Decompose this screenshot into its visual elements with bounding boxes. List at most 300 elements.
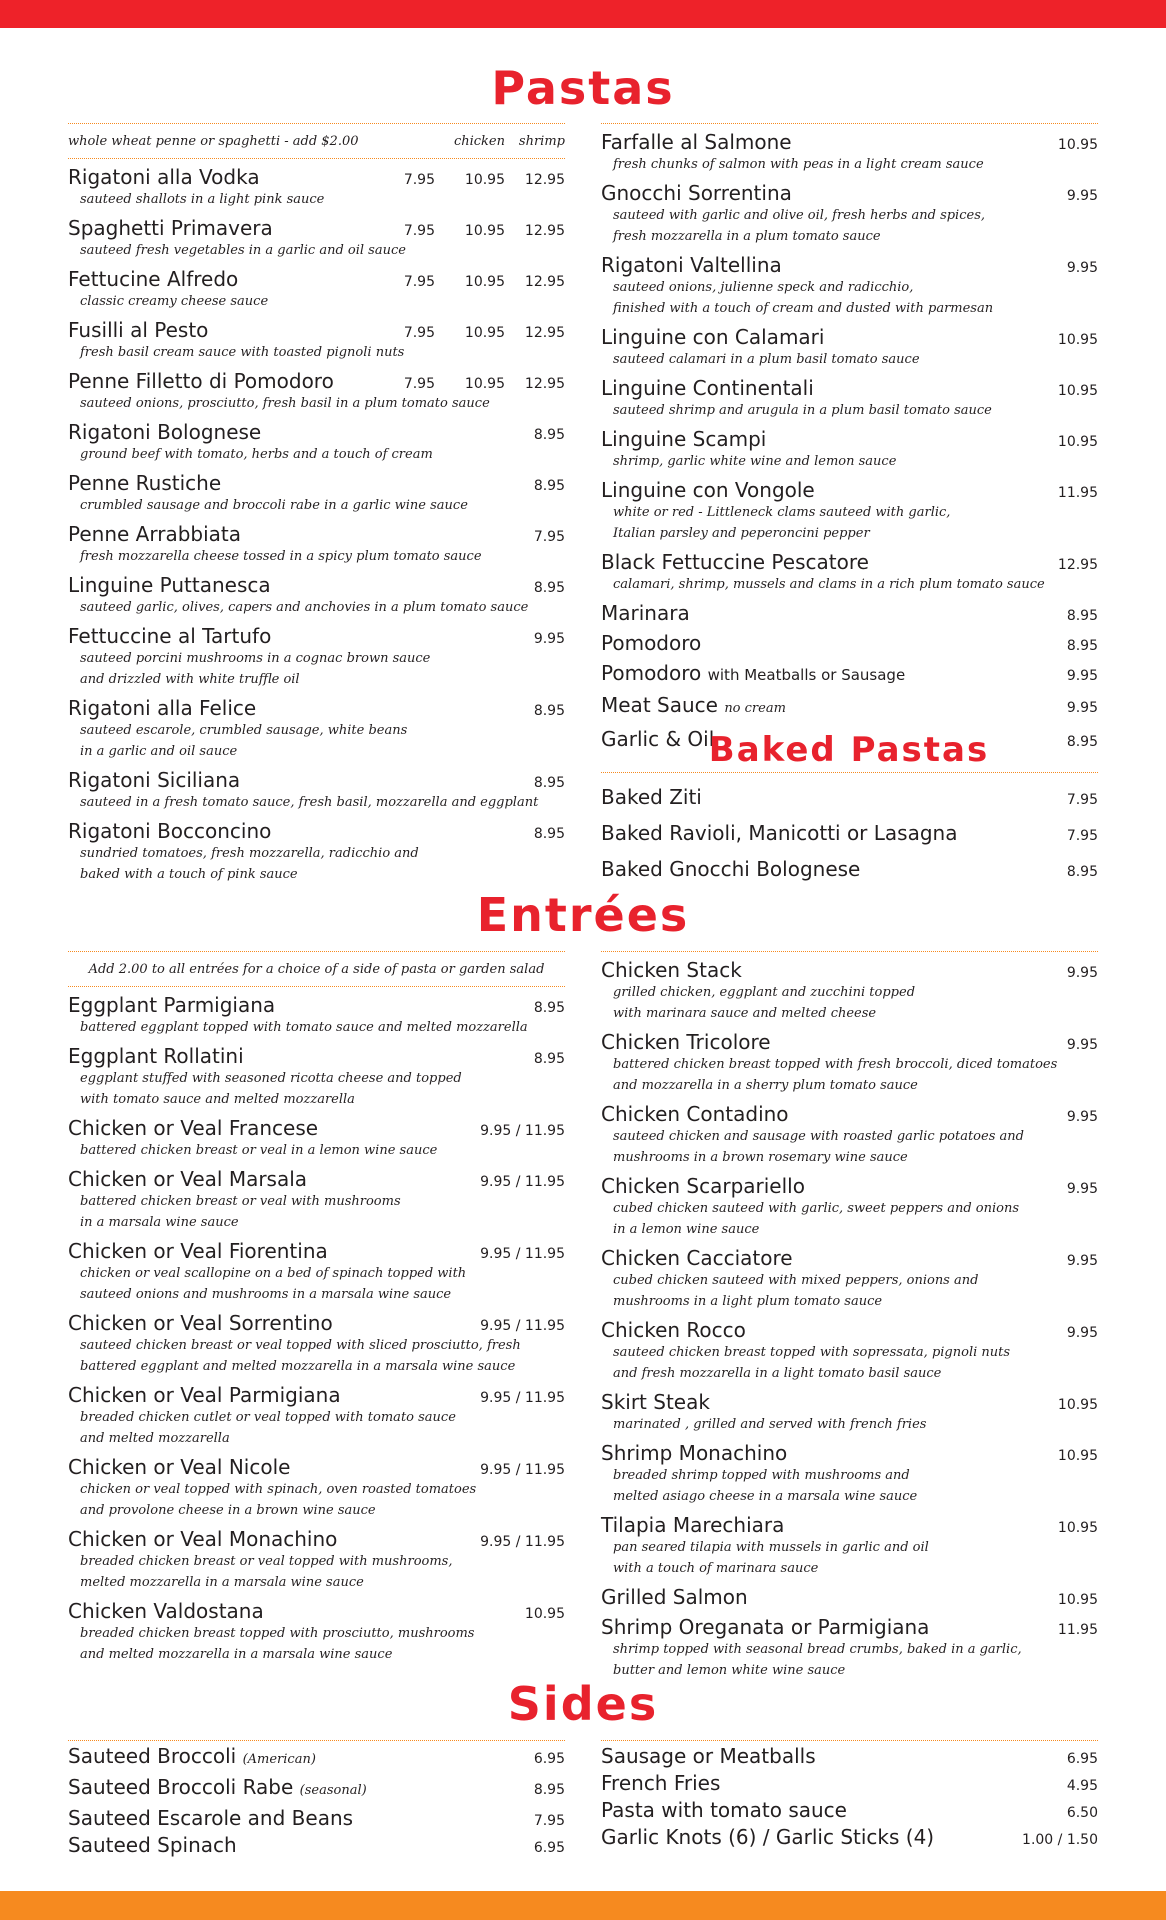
menu-item-name-group	[601, 1585, 1058, 1609]
menu-item-row	[601, 1615, 1098, 1639]
pastas-left-list	[68, 165, 565, 885]
menu-item-row	[68, 573, 565, 597]
chicken-column-label: chicken	[453, 133, 505, 149]
menu-item	[601, 821, 1098, 845]
menu-item-name-group	[68, 1239, 480, 1263]
menu-item-description: sauteed escarole, crumbled sausage, white beans in a garlic and oil sauce	[80, 723, 408, 759]
menu-item-name: Chicken or Veal Francese	[68, 1116, 319, 1140]
menu-item	[68, 573, 565, 618]
menu-item-name: Chicken Tricolore	[601, 1030, 771, 1054]
menu-item-name-group	[68, 471, 534, 495]
menu-item-name-group	[68, 1383, 480, 1407]
menu-item-price: 7.95	[533, 529, 565, 545]
menu-item-name: Chicken or Veal Parmigiana	[68, 1383, 341, 1407]
menu-item	[601, 1246, 1098, 1312]
menu-item-row	[601, 601, 1098, 625]
shrimp-price: 12.95	[524, 376, 565, 392]
sides-left-list	[68, 1744, 565, 1857]
menu-item-name: Sauteed Broccoli Rabe	[68, 1775, 294, 1799]
menu-item	[68, 768, 565, 813]
menu-item-row	[601, 376, 1098, 400]
menu-item-name-group	[68, 1833, 534, 1857]
menu-item-price: 7.95	[403, 376, 435, 392]
menu-item-name-group	[601, 1513, 1058, 1537]
menu-item-price: 6.95	[533, 1840, 565, 1856]
menu-item-name: Eggplant Parmigiana	[68, 993, 276, 1017]
menu-item	[601, 1030, 1098, 1096]
menu-item-description: sauteed chicken breast or veal topped with sliced prosciutto, fresh battered eggplant and melted mozzarella in a marsala wine sauce	[80, 1338, 521, 1374]
menu-item-description: grilled chicken, eggplant and zucchini topped with marinara sauce and melted cheese	[613, 985, 916, 1021]
menu-item-row	[601, 1585, 1098, 1609]
menu-item-name-group	[601, 1318, 1067, 1342]
menu-item-row	[68, 1311, 565, 1335]
menu-item-description: breaded chicken breast or veal topped with mushrooms, melted mozzarella in a marsala wine sauce	[80, 1554, 453, 1590]
menu-item-name-group	[601, 1441, 1058, 1465]
menu-item	[601, 1771, 1098, 1795]
menu-item-name: Farfalle al Salmone	[601, 130, 792, 154]
menu-item-name: Rigatoni alla Felice	[68, 696, 257, 720]
menu-item-name: Baked Ziti	[601, 785, 702, 809]
entrees-note: Add 2.00 to all entrées for a choice of a side of pasta or garden salad	[88, 961, 545, 977]
menu-item	[68, 369, 565, 414]
menu-item-description: sauteed garlic, olives, capers and anchovies in a plum tomato sauce	[80, 600, 529, 615]
menu-item-name: Marinara	[601, 601, 690, 625]
menu-item-row	[601, 550, 1098, 574]
menu-item	[68, 993, 565, 1038]
menu-item	[68, 216, 565, 261]
menu-item-name-group	[68, 1311, 480, 1335]
menu-item-row	[68, 1239, 565, 1263]
menu-item	[601, 785, 1098, 809]
menu-item-price: 9.95	[1066, 1325, 1098, 1341]
menu-item-name: Chicken Cacciatore	[601, 1246, 793, 1270]
menu-item-price: 9.95	[533, 631, 565, 647]
menu-item-price: 10.95	[524, 1606, 565, 1622]
dotted-divider	[601, 772, 1098, 773]
menu-item-name-group	[601, 1798, 1067, 1822]
menu-item-name-group	[68, 267, 387, 291]
menu-item	[68, 1116, 565, 1161]
menu-item-price: 7.95	[403, 325, 435, 341]
menu-item	[68, 1599, 565, 1665]
menu-item-name: Meat Sauce	[601, 693, 718, 717]
menu-item-name: Pasta with tomato sauce	[601, 1798, 847, 1822]
menu-item-name-group	[601, 958, 1067, 982]
menu-item	[68, 1311, 565, 1377]
menu-item-price: 9.95	[1066, 1253, 1098, 1269]
menu-item-price: 7.95	[1066, 828, 1098, 844]
menu-item	[601, 130, 1098, 175]
menu-item-row	[68, 1775, 565, 1803]
menu-item-description: battered chicken breast or veal in a lemon wine sauce	[80, 1143, 438, 1158]
menu-item	[68, 819, 565, 885]
menu-item-name-group	[601, 376, 1058, 400]
menu-item-name-group	[601, 1030, 1067, 1054]
menu-item-row	[68, 1044, 565, 1068]
menu-item	[68, 1167, 565, 1233]
menu-item-row	[601, 1744, 1098, 1768]
menu-item-name: Sauteed Broccoli	[68, 1744, 237, 1768]
dotted-divider	[68, 1740, 565, 1741]
menu-item-name-group	[68, 1116, 480, 1140]
menu-item-row	[601, 1771, 1098, 1795]
menu-item-name: Pomodoro	[601, 661, 702, 685]
menu-item-row	[68, 1116, 565, 1140]
menu-item-name: Linguine Continentali	[601, 376, 814, 400]
menu-item-name-group	[601, 253, 1067, 277]
menu-item-row	[601, 427, 1098, 451]
shrimp-column-label: shrimp	[518, 133, 565, 149]
menu-item	[68, 522, 565, 567]
menu-item-row	[601, 1441, 1098, 1465]
menu-item	[601, 1390, 1098, 1435]
menu-item-name-group	[68, 1806, 534, 1830]
menu-item-description: sauteed chicken and sausage with roasted garlic potatoes and mushrooms in a brown rosemary wine sauce	[613, 1129, 1024, 1165]
menu-item-name: Fusilli al Pesto	[68, 318, 209, 342]
menu-item-row	[68, 165, 565, 189]
menu-item	[601, 325, 1098, 370]
menu-item-name: Black Fettuccine Pescatore	[601, 550, 869, 574]
menu-item	[68, 1744, 565, 1772]
menu-item	[601, 1318, 1098, 1384]
menu-item-name: Garlic Knots (6) / Garlic Sticks (4)	[601, 1825, 935, 1849]
menu-item-row	[68, 1599, 565, 1623]
menu-item-price: 8.95	[1066, 734, 1098, 750]
menu-item-name: Linguine con Vongole	[601, 478, 815, 502]
menu-item	[68, 165, 565, 210]
menu-item-row	[601, 325, 1098, 349]
menu-item-description: shrimp topped with seasonal bread crumbs, baked in a garlic, butter and lemon white wine sauce	[613, 1642, 1022, 1678]
menu-item-description: battered chicken breast topped with fresh broccoli, diced tomatoes and mozzarella in a sherry plum tomato sauce	[613, 1057, 1058, 1093]
menu-item	[68, 696, 565, 762]
chicken-price: 10.95	[464, 274, 505, 290]
baked-pastas-column	[601, 772, 1098, 881]
menu-item-description: calamari, shrimp, mussels and clams in a rich plum tomato sauce	[613, 577, 1045, 592]
menu-item-row	[601, 1174, 1098, 1198]
entrees-title: Entrées	[476, 888, 690, 942]
menu-item-price: 9.95 / 11.95	[480, 1390, 565, 1406]
menu-item-name: Rigatoni Valtellina	[601, 253, 782, 277]
menu-item-description: eggplant stuffed with seasoned ricotta cheese and topped with tomato sauce and melted mozzarella	[80, 1071, 462, 1107]
menu-item-name: Fettuccine al Tartufo	[68, 624, 272, 648]
menu-item-price: 8.95	[533, 703, 565, 719]
whole-wheat-note: whole wheat penne or spaghetti - add $2.00	[68, 133, 359, 149]
menu-item-price: 10.95	[1057, 1592, 1098, 1608]
menu-item-row	[68, 993, 565, 1017]
menu-item-description: battered eggplant topped with tomato sauce and melted mozzarella	[80, 1020, 528, 1035]
menu-item-description: white or red - Littleneck clams sauteed with garlic, Italian parsley and peperoncini pepper	[613, 505, 951, 541]
menu-item-name: Chicken or Veal Sorrentino	[68, 1311, 333, 1335]
menu-item-name-group	[68, 522, 534, 546]
menu-item-name-group	[601, 478, 1058, 502]
menu-item	[601, 631, 1098, 655]
menu-item-description: classic creamy cheese sauce	[80, 294, 269, 309]
menu-item-row	[601, 1246, 1098, 1270]
shrimp-price: 12.95	[524, 274, 565, 290]
menu-item-description: fresh basil cream sauce with toasted pignoli nuts	[80, 345, 405, 360]
menu-item-name-group	[68, 420, 534, 444]
menu-item	[601, 958, 1098, 1024]
baked-pastas-title: Baked Pastas	[708, 730, 990, 770]
menu-item-price: 9.95 / 11.95	[480, 1246, 565, 1262]
menu-item-row	[68, 1527, 565, 1551]
menu-item-row	[601, 958, 1098, 982]
menu-item	[68, 1775, 565, 1803]
menu-item-row	[68, 1806, 565, 1830]
menu-item-name: Pomodoro	[601, 631, 702, 655]
menu-item-description: sauteed in a fresh tomato sauce, fresh basil, mozzarella and eggplant	[80, 795, 539, 810]
menu-item	[601, 661, 1098, 687]
menu-item-description: sauteed calamari in a plum basil tomato sauce	[613, 352, 920, 367]
menu-item-name-group	[601, 1825, 1022, 1849]
menu-item-name: Tilapia Marechiara	[601, 1513, 785, 1537]
menu-item	[68, 267, 565, 312]
menu-item-name: Chicken or Veal Monachino	[68, 1527, 338, 1551]
dotted-divider	[601, 123, 1098, 124]
menu-item-name: Fettucine Alfredo	[68, 267, 239, 291]
menu-item-name-group	[601, 427, 1058, 451]
menu-item-row	[68, 369, 565, 393]
menu-item	[601, 181, 1098, 247]
menu-item-price: 1.00 / 1.50	[1022, 1832, 1098, 1848]
menu-item-name-group	[601, 1102, 1067, 1126]
dotted-divider	[601, 951, 1098, 952]
menu-item-row	[601, 1318, 1098, 1342]
menu-item-name: Spaghetti Primavera	[68, 216, 273, 240]
menu-item-name-group	[601, 325, 1058, 349]
menu-item	[601, 550, 1098, 595]
bottom-color-bar	[0, 1891, 1166, 1920]
menu-item-row	[601, 857, 1098, 881]
chicken-price: 10.95	[464, 325, 505, 341]
menu-item-suffix: with Meatballs or Sausage	[707, 666, 906, 684]
menu-item-price: 9.95	[1066, 1109, 1098, 1125]
menu-item	[601, 601, 1098, 625]
menu-item-row	[601, 821, 1098, 845]
menu-item	[601, 1798, 1098, 1822]
menu-item-description: sauteed onions, prosciutto, fresh basil in a plum tomato sauce	[80, 396, 490, 411]
menu-item-price: 10.95	[1057, 1520, 1098, 1536]
menu-item-name: Baked Ravioli, Manicotti or Lasagna	[601, 821, 958, 845]
menu-item-price: 10.95	[1057, 1397, 1098, 1413]
menu-item-name-group	[601, 1390, 1058, 1414]
top-color-bar	[0, 0, 1166, 28]
menu-item-description: sauteed fresh vegetables in a garlic and oil sauce	[80, 243, 406, 258]
menu-item-name: Chicken Scarpariello	[601, 1174, 805, 1198]
menu-item	[601, 427, 1098, 472]
menu-item-description: sauteed with garlic and olive oil, fresh herbs and spices, fresh mozzarella in a plum tomato sauce	[613, 208, 985, 244]
menu-item-price: 10.95	[1057, 1448, 1098, 1464]
pastas-right-column	[601, 123, 1098, 751]
menu-item-note: (seasonal)	[299, 1783, 367, 1798]
menu-item-price: 8.95	[533, 775, 565, 791]
menu-item-name: Sauteed Spinach	[68, 1833, 237, 1857]
menu-item-description: sauteed chicken breast topped with sopressata, pignoli nuts and fresh mozzarella in a light tomato basil sauce	[613, 1345, 1011, 1381]
menu-item-name-group	[68, 624, 534, 648]
menu-item-row	[601, 661, 1098, 687]
shrimp-price: 12.95	[524, 223, 565, 239]
entrees-left-column	[68, 951, 565, 1665]
menu-item-name-group	[601, 821, 1067, 845]
menu-item-name: Rigatoni alla Vodka	[68, 165, 260, 189]
menu-item-row	[601, 1390, 1098, 1414]
menu-item-row	[601, 1030, 1098, 1054]
menu-item-description: sundried tomatoes, fresh mozzarella, radicchio and baked with a touch of pink sauce	[80, 846, 419, 882]
pastas-title: Pastas	[491, 61, 675, 115]
menu-item-price: 9.95	[1066, 1037, 1098, 1053]
menu-item-name-group	[68, 1455, 480, 1479]
menu-item-name: Eggplant Rollatini	[68, 1044, 244, 1068]
menu-item-price: 9.95	[1066, 1181, 1098, 1197]
menu-item-name: Chicken or Veal Nicole	[68, 1455, 291, 1479]
menu-item-name: Skirt Steak	[601, 1390, 710, 1414]
menu-item-name-group	[68, 369, 387, 393]
menu-item-name-group	[601, 1771, 1067, 1795]
menu-item-row	[601, 693, 1098, 721]
menu-item-name: Grilled Salmon	[601, 1585, 748, 1609]
menu-item-row	[601, 478, 1098, 502]
menu-item-price: 9.95 / 11.95	[480, 1174, 565, 1190]
menu-item-name-group	[68, 1744, 534, 1772]
menu-item	[601, 1174, 1098, 1240]
menu-item-price: 6.95	[533, 1751, 565, 1767]
menu-item-description: fresh chunks of salmon with peas in a light cream sauce	[613, 157, 984, 172]
menu-item-name: Garlic & Oil	[601, 727, 715, 751]
menu-item-row	[68, 696, 565, 720]
menu-item-price: 9.95	[1066, 188, 1098, 204]
pastas-left-column	[68, 123, 565, 885]
menu-item-name-group	[68, 1167, 480, 1191]
shrimp-price: 12.95	[524, 172, 565, 188]
menu-item	[68, 1455, 565, 1521]
menu-item-row	[601, 785, 1098, 809]
menu-item-name-group	[68, 318, 387, 342]
menu-item-description: marinated , grilled and served with french fries	[613, 1417, 927, 1432]
menu-item-name: Baked Gnocchi Bolognese	[601, 857, 861, 881]
menu-item	[68, 318, 565, 363]
menu-item-description: breaded chicken cutlet or veal topped with tomato sauce and melted mozzarella	[80, 1410, 456, 1446]
menu-item-row	[601, 1825, 1098, 1849]
menu-item-description: breaded chicken breast topped with prosciutto, mushrooms and melted mozzarella in a marsala wine sauce	[80, 1626, 475, 1662]
menu-item-row	[601, 181, 1098, 205]
menu-item	[68, 1806, 565, 1830]
menu-item-name-group	[68, 696, 534, 720]
menu-item-name: Shrimp Oreganata or Parmigiana	[601, 1615, 930, 1639]
menu-item-name-group	[601, 130, 1058, 154]
menu-item-row	[68, 267, 565, 291]
menu-item-row	[601, 1102, 1098, 1126]
menu-item-name-group	[601, 1615, 1058, 1639]
menu-item-description: breaded shrimp topped with mushrooms and melted asiago cheese in a marsala wine sauce	[613, 1468, 918, 1504]
menu-item-row	[68, 318, 565, 342]
menu-item	[68, 1044, 565, 1110]
menu-item-row	[68, 1167, 565, 1191]
sides-right-list	[601, 1744, 1098, 1849]
menu-item-description: sauteed shrimp and arugula in a plum basil tomato sauce	[613, 403, 992, 418]
menu-item-price: 7.95	[403, 172, 435, 188]
menu-item-description: shrimp, garlic white wine and lemon sauce	[613, 454, 897, 469]
menu-item-name-group	[68, 165, 387, 189]
menu-item-price: 8.95	[533, 1000, 565, 1016]
menu-item-price: 10.95	[1057, 137, 1098, 153]
pasta-price-header	[68, 124, 565, 158]
menu-item-name-group	[601, 693, 1067, 721]
menu-item-price: 9.95	[1066, 260, 1098, 276]
menu-item-row	[68, 471, 565, 495]
menu-item	[601, 1744, 1098, 1768]
menu-item-price: 7.95	[533, 1813, 565, 1829]
menu-item-row	[601, 1798, 1098, 1822]
menu-item-price: 6.95	[1066, 1751, 1098, 1767]
chicken-price: 10.95	[464, 223, 505, 239]
menu-item-row	[601, 1513, 1098, 1537]
menu-item-row	[601, 631, 1098, 655]
menu-item	[601, 253, 1098, 319]
menu-item-name-group	[68, 768, 534, 792]
menu-item-name-group	[601, 661, 1067, 687]
menu-item-price: 8.95	[533, 427, 565, 443]
menu-item-name-group	[601, 1246, 1067, 1270]
menu-item-row	[68, 522, 565, 546]
menu-item-price: 9.95 / 11.95	[480, 1123, 565, 1139]
menu-item-name: Chicken or Veal Fiorentina	[68, 1239, 328, 1263]
entrees-left-list	[68, 993, 565, 1665]
menu-item-name: Penne Filletto di Pomodoro	[68, 369, 334, 393]
menu-item-description: pan seared tilapia with mussels in garlic and oil with a touch of marinara sauce	[613, 1540, 929, 1576]
menu-item-price: 7.95	[1066, 792, 1098, 808]
menu-item-name: Linguine Puttanesca	[68, 573, 271, 597]
sides-left-column	[68, 1740, 565, 1857]
menu-item	[68, 1383, 565, 1449]
menu-item-price: 8.95	[533, 1782, 565, 1798]
menu-item-price: 11.95	[1057, 485, 1098, 501]
menu-item	[601, 1102, 1098, 1168]
menu-item-name: Chicken Rocco	[601, 1318, 746, 1342]
dotted-divider	[68, 158, 565, 159]
menu-item-price: 10.95	[1057, 332, 1098, 348]
menu-item-name: Sauteed Escarole and Beans	[68, 1806, 354, 1830]
menu-item-name: Chicken Stack	[601, 958, 742, 982]
menu-item-name-group	[601, 785, 1067, 809]
menu-item	[601, 857, 1098, 881]
menu-item-row	[601, 130, 1098, 154]
menu-item	[601, 376, 1098, 421]
menu-item-description: sauteed porcini mushrooms in a cognac brown sauce and drizzled with white truffle oil	[80, 651, 431, 687]
menu-item-name-group	[601, 550, 1058, 574]
menu-item-name-group	[68, 819, 534, 843]
menu-item-price: 12.95	[1057, 557, 1098, 573]
menu-item	[601, 1585, 1098, 1609]
menu-item-price: 8.95	[533, 1051, 565, 1067]
menu-item	[601, 1513, 1098, 1579]
menu-item-price: 9.95	[1066, 965, 1098, 981]
sides-title: Sides	[507, 1677, 659, 1731]
menu-item	[601, 1825, 1098, 1849]
menu-item-price: 9.95 / 11.95	[480, 1318, 565, 1334]
menu-item	[601, 1441, 1098, 1507]
menu-item-name-group	[601, 857, 1067, 881]
menu-item-row	[68, 1455, 565, 1479]
menu-item-price: 8.95	[1066, 638, 1098, 654]
menu-item	[68, 1527, 565, 1593]
menu-item-name-group	[601, 1174, 1067, 1198]
menu-item-row	[68, 1383, 565, 1407]
menu-item-name: French Fries	[601, 1771, 721, 1795]
menu-item-name: Chicken Valdostana	[68, 1599, 264, 1623]
menu-item-name: Penne Arrabbiata	[68, 522, 241, 546]
pastas-right-list	[601, 130, 1098, 751]
menu-item	[601, 478, 1098, 544]
